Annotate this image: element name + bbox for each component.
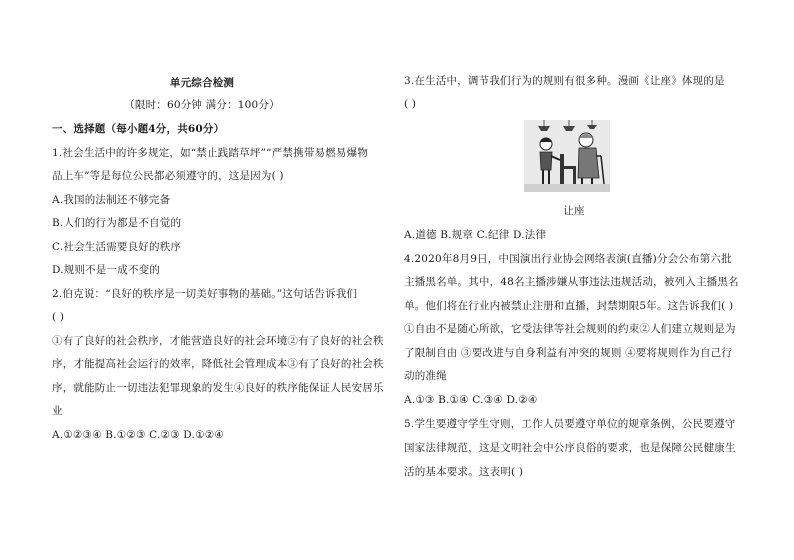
q2-stem-line1: 2.伯克说：“良好的秩序是一切美好事物的基础。”这句话告诉我们: [52, 288, 358, 300]
q3-stem-line1: 3.在生活中，调节我们行为的规则有很多种。漫画《让座》体现的是: [404, 75, 725, 87]
q4-stem-line3: 单。他们将在行业内被禁止注册和直播，封禁期限5年。这告诉我们( ): [404, 300, 734, 312]
section-heading: 一、选择题（每小题4分，共60分）: [52, 123, 225, 135]
q1-option-d: D.规则不是一成不变的: [52, 264, 161, 276]
q4-statement-line1: ①自由不是随心所欲，它受法律等社会规则的约束②人们建立规则是为: [404, 323, 736, 335]
exam-title: 单元综合检测: [169, 77, 235, 89]
illustration-caption: 让座: [563, 205, 585, 217]
q2-statement-line3: 序，就能防止一切违法犯罪现象的发生④良好的秩序能保证人民安居乐: [52, 382, 384, 394]
q1-option-c: C.社会生活需要良好的秩序: [52, 241, 182, 253]
q1-stem-line2: 品上车”等是每位公民都必须遵守的，这是因为( ): [52, 170, 284, 182]
cartoon-offering-seat-icon: [524, 120, 610, 192]
q4-statement-line2: 了限制自由 ③要改进与自身利益有冲突的规则 ④要将规则作为自己行: [404, 347, 733, 359]
q2-statement-line4: 业: [52, 405, 63, 417]
q2-options: A.①②③④ B.①②③ C.②③ D.①②④: [52, 429, 224, 441]
q2-statement-line2: 序，才能提高社会运行的效率，降低社会管理成本③有了良好的社会秩: [52, 358, 384, 370]
q1-stem-line1: 1.社会生活中的许多规定，如“禁止践踏草坪”“严禁携带易燃易爆物: [52, 147, 369, 159]
q4-options: A.①③ B.①④ C.③④ D.②④: [404, 394, 538, 406]
q2-stem-line2: ( ): [52, 311, 65, 323]
q1-option-b: B.人们的行为都是不自觉的: [52, 217, 182, 229]
exam-subtitle: （限时：60分钟 满分：100分）: [124, 99, 280, 111]
q3-options: A.道德 B.规章 C.纪律 D.法律: [404, 229, 547, 241]
q3-stem-line2: ( ): [404, 98, 417, 110]
q5-stem-line1: 5.学生要遵守学生守则，工作人员要遵守单位的规章条例，公民要遵守: [404, 418, 736, 430]
q5-stem-line2: 国家法律规范，这是文明社会中公序良俗的要求，也是保障公民健康生: [404, 442, 736, 454]
q4-statement-line3: 动的准绳: [404, 370, 447, 382]
q5-stem-line3: 活的基本要求。这表明( ): [404, 466, 524, 478]
q4-stem-line1: 4.2020年8月9日，中国演出行业协会网络表演(直播)分会公布第六批: [404, 253, 732, 265]
q4-stem-line2: 主播黑名单。其中，48名主播涉嫌从事违法违规活动，被列入主播黑名: [404, 276, 739, 288]
q1-option-a: A.我国的法制还不够完备: [52, 194, 171, 206]
q2-statement-line1: ①有了良好的社会秩序，才能营造良好的社会环境②有了良好的社会秩: [52, 335, 384, 347]
